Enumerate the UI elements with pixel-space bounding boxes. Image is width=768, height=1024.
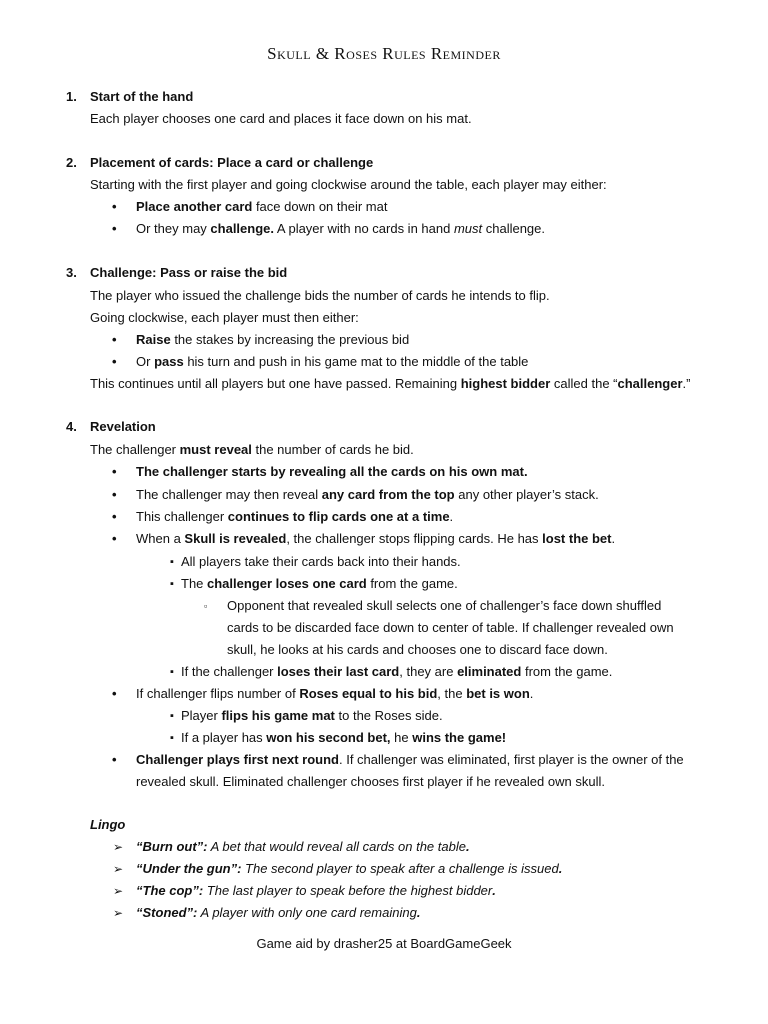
square-bullet-icon: ▪ [170,556,174,568]
bullet-icon: • [112,686,117,701]
sub-sub-bullet-text: skull, he looks at his cards and chooses one to discard face down. [227,642,608,657]
bullet-icon: • [112,354,117,369]
square-bullet-icon: ▪ [170,578,174,590]
lingo-item: “Burn out”: A bet that would reveal all cards on the table. [136,839,470,854]
hollow-square-bullet-icon: ▫ [204,601,208,611]
section-heading: Revelation [90,419,156,434]
lingo-item: “The cop”: The last player to speak before the highest bidder. [136,883,496,898]
section-number: 4. [66,419,77,434]
section-text: Going clockwise, each player must then either: [90,310,359,325]
bullet-text: Or they may challenge. A player with no cards in hand must challenge. [136,221,546,236]
section-text: Each player chooses one card and places it face down on his mat. [90,111,472,126]
section-number: 1. [66,89,77,104]
bullet-text: The challenger starts by revealing all the cards on his own mat. [136,464,528,479]
arrow-bullet-icon: ➢ [113,906,124,920]
sub-bullet-text: Player flips his game mat to the Roses side. [181,708,443,723]
sub-bullet-text: If a player has won his second bet, he wins the game! [181,730,507,745]
arrow-bullet-icon: ➢ [113,862,124,876]
arrow-bullet-icon: ➢ [113,840,124,854]
sub-bullet-text: All players take their cards back into their hands. [181,554,461,569]
bullet-text: revealed skull. Eliminated challenger chooses first player if he revealed own skull. [136,774,605,789]
lingo-item: “Under the gun”: The second player to speak after a challenge is issued. [136,861,563,876]
section-heading: Placement of cards: Place a card or challenge [90,155,374,170]
bullet-icon: • [112,464,117,479]
bullet-text: Raise the stakes by increasing the previous bid [136,332,410,347]
section-text: This continues until all players but one have passed. Remaining highest bidder called the “challenger.” [90,376,691,391]
bullet-icon: • [112,752,117,767]
section-number: 2. [66,155,77,170]
section-heading: Start of the hand [90,89,194,104]
bullet-text: The challenger may then reveal any card from the top any other player’s stack. [136,487,599,502]
bullet-icon: • [112,531,117,546]
sub-sub-bullet-text: cards to be discarded face down to center of table. If challenger revealed own [227,620,674,635]
bullet-text: This challenger continues to flip cards one at a time. [136,509,454,524]
square-bullet-icon: ▪ [170,666,174,678]
square-bullet-icon: ▪ [170,732,174,744]
bullet-text: Or pass his turn and push in his game mat to the middle of the table [136,354,529,369]
bullet-icon: • [112,221,117,236]
lingo-item: “Stoned”: A player with only one card remaining. [136,905,421,920]
arrow-bullet-icon: ➢ [113,884,124,898]
square-bullet-icon: ▪ [170,710,174,722]
sub-bullet-text: The challenger loses one card from the game. [181,576,458,591]
section-text: The player who issued the challenge bids the number of cards he intends to flip. [90,288,550,303]
bullet-icon: • [112,509,117,524]
section-text: Starting with the first player and going clockwise around the table, each player may either: [90,177,607,192]
bullet-text: If challenger flips number of Roses equal to his bid, the bet is won. [136,686,534,701]
section-text: The challenger must reveal the number of cards he bid. [90,442,414,457]
bullet-text: Place another card face down on their mat [136,199,388,214]
bullet-text: When a Skull is revealed, the challenger stops flipping cards. He has lost the bet. [136,531,616,546]
document-title: Skull & Roses Rules Reminder [267,44,501,63]
sub-sub-bullet-text: Opponent that revealed skull selects one of challenger’s face down shuffled [227,598,662,613]
section-heading: Challenge: Pass or raise the bid [90,265,288,280]
bullet-icon: • [112,332,117,347]
bullet-text: Challenger plays first next round. If challenger was eliminated, first player is the owner of the [136,752,684,767]
sub-bullet-text: If the challenger loses their last card, they are eliminated from the game. [181,664,613,679]
lingo-heading: Lingo [90,817,126,832]
bullet-icon: • [112,487,117,502]
footer-credit: Game aid by drasher25 at BoardGameGeek [256,936,512,951]
section-number: 3. [66,265,77,280]
bullet-icon: • [112,199,117,214]
